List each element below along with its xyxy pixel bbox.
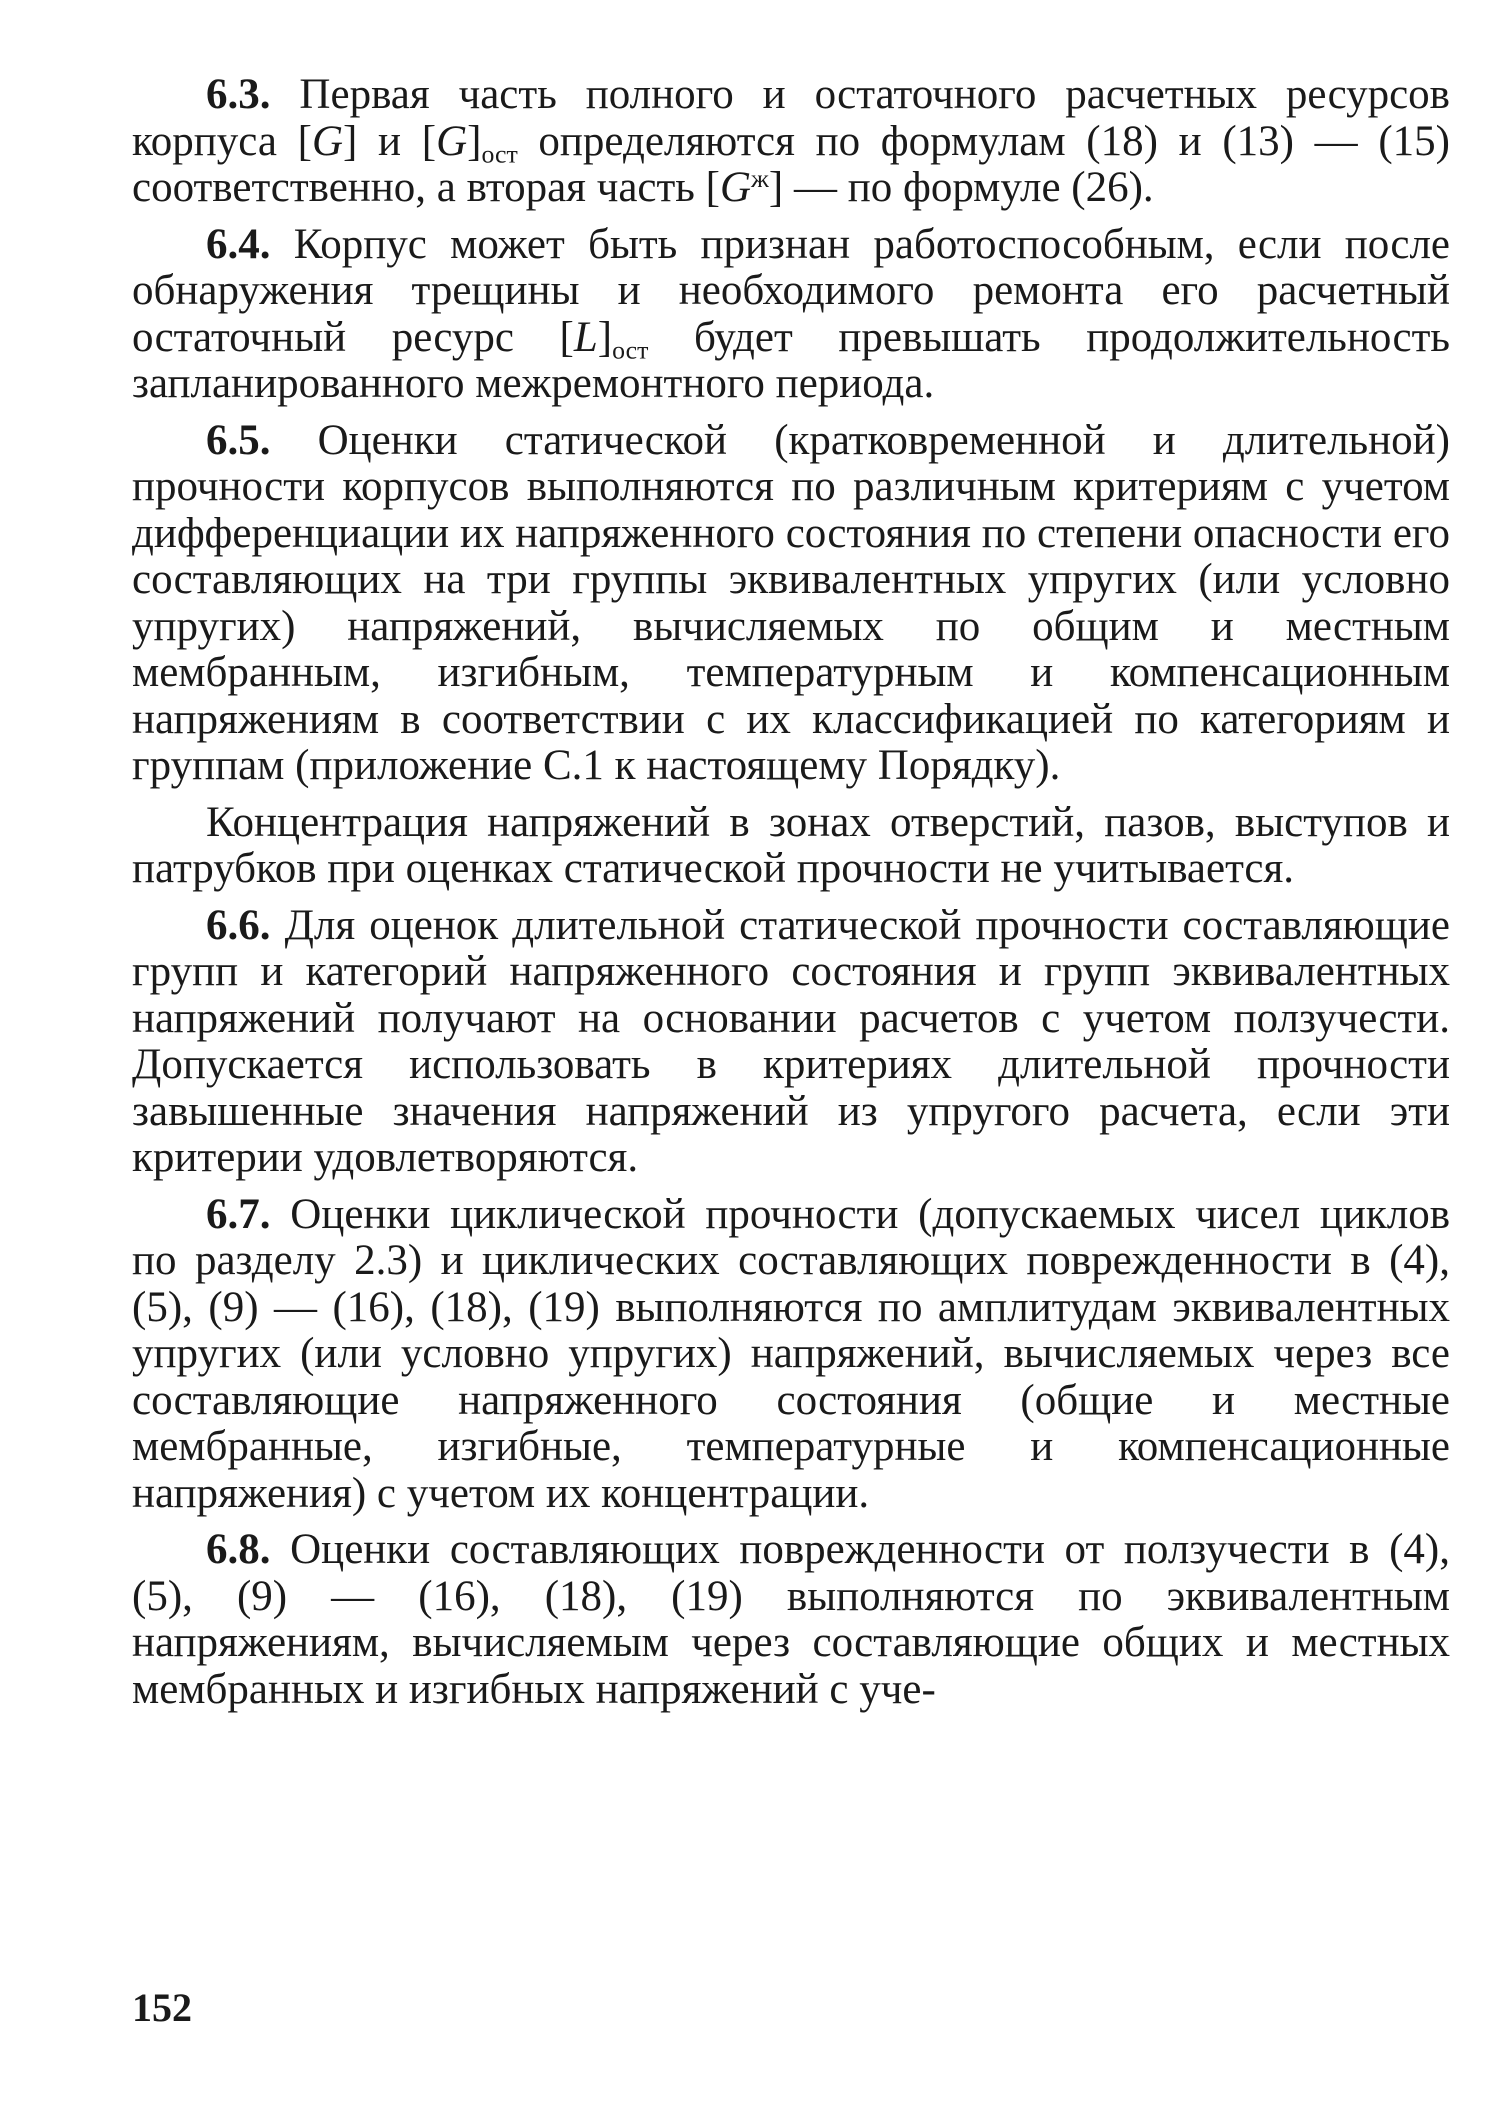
subscript-ost: ост	[612, 335, 649, 365]
paragraph-number: 6.3.	[206, 71, 271, 118]
paragraph-6-6: 6.6. Для оценок длительной статической прочности составляющие групп и категорий напряженного состояния и групп эквивалентных напряжений получают на основании расчетов с учетом ползучести. Допускается использовать в критериях длительной прочности завышенные значения напряжений из упругого расчета, если эти критерии удовлетворяются.	[132, 901, 1450, 1181]
paragraph-6-3: 6.3. Первая часть полного и остаточного расчетных ресурсов корпуса [G] и $[G]_{ост}$ определяются по формулам (18) и (13) — (15) соответственно, а вторая часть $[G^ж]$ — по формуле (26).	[132, 71, 1451, 211]
paragraph-6-8: 6.8. Оценки составляющих поврежденности от ползучести в (4), (5), (9) — (16), (18), (19) выполняются по эквивалентным напряжениям, вычисляемым через составляющие общих и местных мембранных и изгибных напряжений с уче-	[132, 1526, 1450, 1713]
paragraph-6-4: 6.4. Корпус может быть признан работоспособным, если после обнаружения трещины и необходимого ремонта его расчетный остаточный ресурс $[L]_{ост}$ будет превышать продолжительность запланированного межремонтного периода.	[132, 220, 1450, 407]
paragraph-number: 6.8.	[206, 1526, 271, 1573]
paragraph-6-7: 6.7. Оценки циклической прочности (допускаемых чисел циклов по разделу 2.3) и циклических составляющих поврежденности в (4), (5), (9) — (16), (18), (19) выполняются по амплитудам эквивалентных упругих (или условно упругих) напряжений, вычисляемых через все составляющие напряженного состояния (общие и местные мембранные, изгибные, температурные и компенсационные напряжения) с учетом их концентрации.	[132, 1190, 1450, 1517]
paragraph-6-5: 6.5. Оценки статической (кратковременной и длительной) прочности корпусов выполняются по различным критериям с учетом дифференциации их напряженного состояния по степени опасности его составляющих на три группы эквивалентных упругих (или условно упругих) напряжений, вычисляемых по общим и местным мембранным, изгибным, температурным и компенсационным напряжениям в соответствии с их классификацией по категориям и группам (приложение С.1 к настоящему Порядку).	[132, 416, 1450, 789]
paragraph-number: 6.5.	[206, 416, 271, 464]
superscript-zh: ж	[751, 163, 769, 193]
paragraph-concentration: Концентрация напряжений в зонах отверстий, пазов, выступов и патрубков при оценках статической прочности не учитывается.	[132, 798, 1450, 892]
body-text	[132, 72, 1450, 1723]
paragraph-number: 6.6.	[206, 901, 271, 949]
subscript-ost: ост	[481, 139, 518, 169]
page-number: 152	[132, 1985, 192, 2030]
paragraph-number: 6.4.	[206, 220, 271, 268]
paragraph-number: 6.7.	[206, 1190, 271, 1238]
